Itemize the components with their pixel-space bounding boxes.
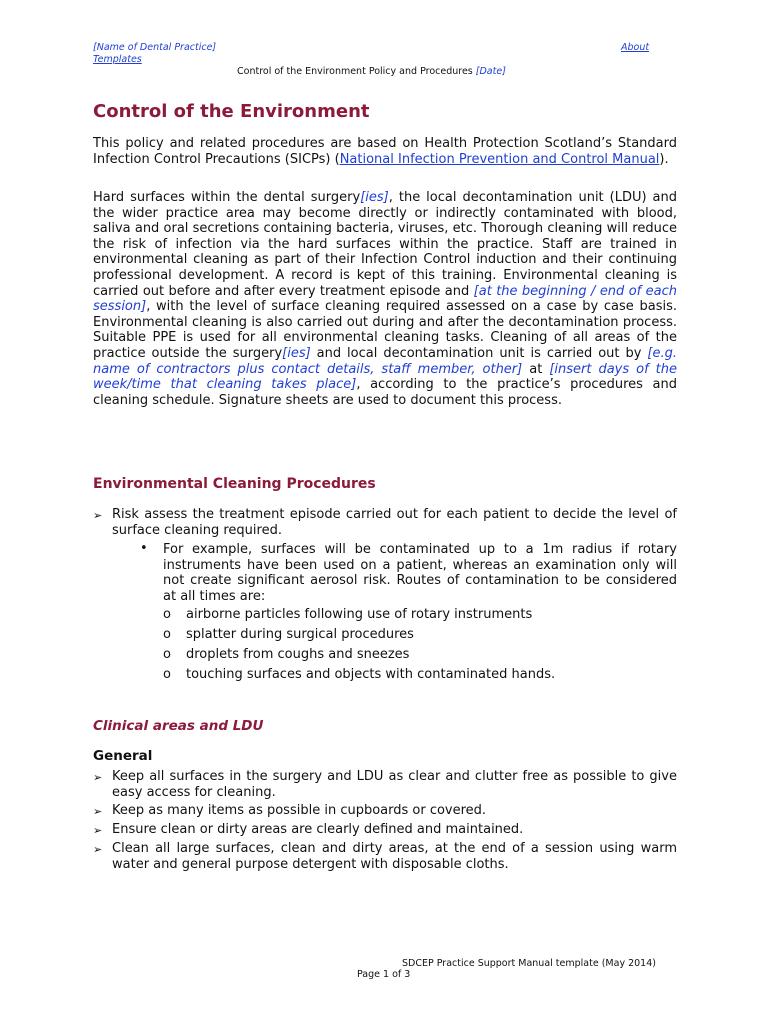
route-item — [163, 607, 533, 623]
p2-placeholder-4: [e.g. name of contractors plus contact details, staff member, other] — [93, 345, 677, 377]
arrow-bullet-icon: ➢ — [93, 843, 103, 856]
route-text: droplets from coughs and sneezes — [186, 647, 410, 662]
p2-s6: , according to the practice’s procedures and cleaning schedule. Signature sheets are used to document this process. — [93, 377, 677, 408]
clinical-item: Ensure clean or dirty areas are clearly defined and maintained. — [112, 822, 524, 837]
clinical-item: Clean all large surfaces, clean and dirty areas, at the end of a session using warm water and general purpose detergent with disposable cloths. — [112, 841, 677, 872]
about-link[interactable]: About — [621, 42, 650, 53]
intro-paragraph — [93, 136, 677, 167]
subheading-general: General — [93, 748, 153, 764]
p2-placeholder-3: [ies] — [282, 345, 311, 361]
route-marker: o — [163, 627, 171, 642]
intro-text-before: This policy and related procedures are based on Health Protection Scotland’s Standard Infection Control Precautions (SICPs) ( — [93, 136, 677, 167]
arrow-bullet-icon: ➢ — [93, 824, 103, 837]
p2-s1: Hard surfaces within the dental surgery — [93, 190, 361, 205]
route-text: touching surfaces and objects with contaminated hands. — [186, 667, 556, 682]
route-text: splatter during surgical procedures — [186, 627, 414, 642]
arrow-bullet-icon: ➢ — [93, 771, 103, 784]
route-text: airborne particles following use of rotary instruments — [186, 607, 533, 622]
clinical-item: Keep as many items as possible in cupboards or covered. — [112, 803, 487, 818]
p2-placeholder-5: [insert days of the week/time that cleaning takes place] — [93, 361, 678, 393]
clinical-item: Keep all surfaces in the surgery and LDU as clear and clutter free as possible to give easy access for cleaning. — [112, 769, 677, 800]
arrow-bullet-icon: ➢ — [93, 509, 103, 522]
route-item — [163, 647, 410, 663]
route-marker: o — [163, 607, 171, 622]
p2-s2: , the local decontamination unit (LDU) and the wider practice area may become directly or indirectly contaminated with blood, saliva and oral secretions containing bacteria, viruses, etc. Thorough cleaning will reduce the risk of infection via the hard surfaces within the practice. Staff are trained in environmental cleaning as part of their Infection Control induction and their continuing professional development. A record is kept of this training. Environmental cleaning is carried out before and after every treatment episode and — [93, 190, 677, 299]
nipcm-link[interactable]: National Infection Prevention and Control Manual — [339, 151, 660, 167]
p2-placeholder-2: [at the beginning / end of each session] — [93, 283, 677, 315]
doc-title-text: Control of the Environment Policy and Procedures — [237, 66, 473, 77]
dot-bullet-icon: • — [140, 541, 148, 556]
footer-manual: SDCEP Practice Support Manual template (May 2014) — [402, 958, 656, 969]
footer-page-number: Page 1 of 3 — [357, 969, 411, 980]
p2-s5: at — [522, 361, 550, 377]
doc-title — [237, 66, 506, 77]
route-item — [163, 627, 414, 643]
section-heading-clinical: Clinical areas and LDU — [93, 718, 264, 734]
page-title: Control of the Environment — [93, 101, 370, 122]
env-bullet-1: Risk assess the treatment episode carried out for each patient to decide the level of surface cleaning required. — [112, 507, 677, 538]
p2-s3: , with the level of surface cleaning required assessed on a case by case basis. Environmental cleaning is also carried out during and after the decontamination process. Suitable PPE is used for all environmental cleaning tasks. Cleaning of all areas of the practice outside the surgery — [93, 299, 677, 361]
intro-text-after: ). — [659, 151, 669, 167]
p2-s4: and local decontamination unit is carried out by — [310, 345, 648, 361]
templates-link[interactable]: Templates — [93, 54, 142, 65]
route-item — [163, 667, 556, 683]
section-heading-env: Environmental Cleaning Procedures — [93, 476, 376, 492]
env-sub-bullet: For example, surfaces will be contaminated up to a 1m radius if rotary instruments have been used on a patient, whereas an examination only will not create significant aerosol risk. Routes of contamination to be considered at all times are: — [163, 542, 677, 604]
p2-placeholder-1: [ies] — [360, 190, 389, 205]
cleaning-paragraph — [93, 190, 677, 408]
route-marker: o — [163, 667, 171, 682]
practice-name: [Name of Dental Practice] — [93, 42, 217, 53]
arrow-bullet-icon: ➢ — [93, 805, 103, 818]
doc-date: [Date] — [475, 66, 506, 77]
route-marker: o — [163, 647, 171, 662]
